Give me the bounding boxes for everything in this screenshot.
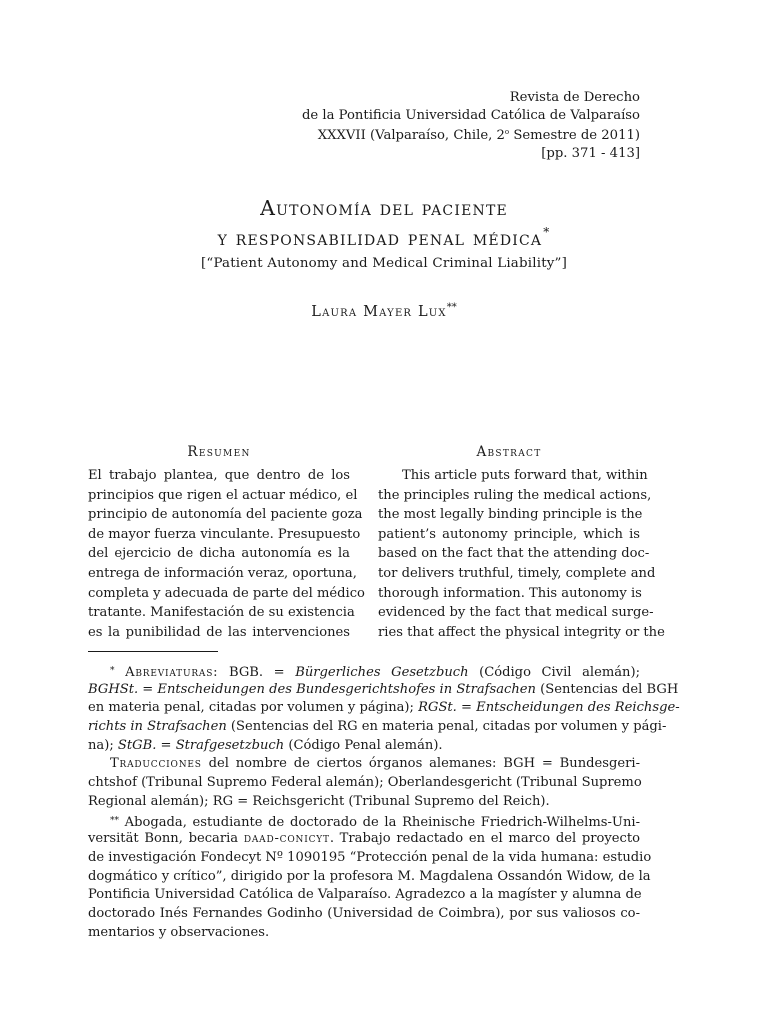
footnote-1b-line: chtshof (Tribunal Supremo Federal alemán); Oberlandesgericht (Tribunal Supremo [88, 775, 642, 791]
abstract-line: thorough information. This autonomy is [378, 585, 642, 601]
resumen-body [88, 466, 365, 642]
title-footnote-mark[interactable]: * [543, 225, 551, 239]
resumen-line: tratante. Manifestación de su existencia [88, 605, 355, 621]
abstract-line: the most legally binding principle is the [378, 507, 643, 523]
footnote-1-line: * Abreviaturas: BGB. = Bürgerliches Gesetzbuch (Código Civil alemán); [110, 665, 640, 680]
footnote-2-line: Pontificia Universidad Católica de Valparaíso. Agradezco a la magíster y alumna de [88, 887, 642, 903]
journal-name: Revista de Derecho [509, 90, 640, 105]
footnote-2-line: dogmático y crítico”, dirigido por la profesora M. Magdalena Ossandón Widow, de la [88, 868, 651, 884]
footnote-2-mark: ** [110, 815, 119, 826]
footnote-2-line: mentarios y observaciones. [88, 924, 270, 940]
abstract-line: the principles ruling the medical actions, [378, 487, 652, 503]
article-title-block [128, 196, 640, 273]
footnote-1-line: na); StGB. = Strafgesetzbuch (Código Penal alemán). [88, 737, 443, 753]
journal-volume: XXXVII (Valparaíso, Chile, 2$^o$ Semestre de 2011) [317, 128, 640, 143]
resumen-line: es la punibilidad de las intervenciones [88, 624, 350, 640]
resumen-line: de mayor fuerza vinculante. Presupuesto [88, 526, 361, 542]
footnote-1-label: Abreviaturas: [125, 665, 219, 680]
footnotes [88, 662, 680, 942]
abstract-heading: Abstract [476, 444, 542, 460]
footnote-1-mark: * [110, 666, 115, 676]
resumen-heading: Resumen [187, 444, 251, 460]
abstract-line: patient’s autonomy principle, which is [378, 526, 640, 542]
footnote-2-line: doctorado Inés Fernandes Godinho (Universidad de Coimbra), por sus valiosos co- [88, 905, 640, 921]
abstract-line: based on the fact that the attending doc- [378, 546, 650, 562]
footnote-1b-line: Traducciones del nombre de ciertos órganos alemanes: BGH = Bundesgeri- [110, 756, 640, 772]
resumen-line: entrega de información veraz, oportuna, [88, 565, 357, 581]
abstract-body [378, 466, 665, 642]
footnote-1b-label: Traducciones [110, 756, 202, 772]
footnote-2-line: de investigación Fondecyt Nº 1090195 “Protección penal de la vida humana: estudio [88, 849, 652, 865]
footnote-1-line: en materia penal, citadas por volumen y página); RGSt. = Entscheidungen des Reichsge- [88, 700, 680, 716]
journal-publisher: de la Pontificia Universidad Católica de Valparaíso [301, 107, 640, 123]
resumen-line: principios que rigen el actuar médico, el [88, 487, 358, 503]
abstract-line: evidenced by the fact that medical surge- [378, 605, 654, 621]
footnote-2-line: ** Abogada, estudiante de doctorado de la Rheinische Friedrich-Wilhelms-Uni- [110, 814, 640, 830]
resumen-line: El trabajo plantea, que dentro de los [88, 468, 350, 483]
article-title-line-1: Autonomía del paciente [260, 196, 508, 220]
author-footnote-mark[interactable]: ** [446, 302, 457, 313]
resumen-line: principio de autonomía del paciente goza [88, 507, 363, 523]
author-name: Laura Mayer Lux** [311, 302, 457, 320]
footnote-separator [88, 651, 218, 652]
page-range: [pp. 371 - 413] [541, 145, 640, 161]
resumen-line: completa y adecuada de parte del médico [88, 585, 365, 601]
resumen-line: del ejercicio de dicha autonomía es la [88, 546, 350, 562]
ordinal-mark: o [504, 128, 510, 136]
journal-header [302, 89, 640, 162]
footnote-1b-line: Regional alemán); RG = Reichsgericht (Tribunal Supremo del Reich). [88, 793, 550, 809]
abstract-line: ries that affect the physical integrity or the [378, 624, 665, 640]
footnote-1-line: richts in Strafsachen (Sentencias del RG en materia penal, citadas por volumen y pági- [88, 719, 667, 735]
footnote-2-line: versität Bonn, becaria daad-conicyt. Trabajo redactado en el marco del proyecto [88, 831, 641, 847]
article-subtitle: [“Patient Autonomy and Medical Criminal Liability”] [200, 256, 568, 271]
article-title-line-2: y responsabilidad penal médica* [217, 225, 551, 250]
abstract-line: tor delivers truthful, timely, complete and [378, 565, 656, 581]
footnote-1-line: BGHSt. = Entscheidungen des Bundesgerichtshofes in Strafsachen (Sentencias del BGH [88, 681, 679, 697]
abstract-line: This article puts forward that, within [402, 468, 648, 483]
